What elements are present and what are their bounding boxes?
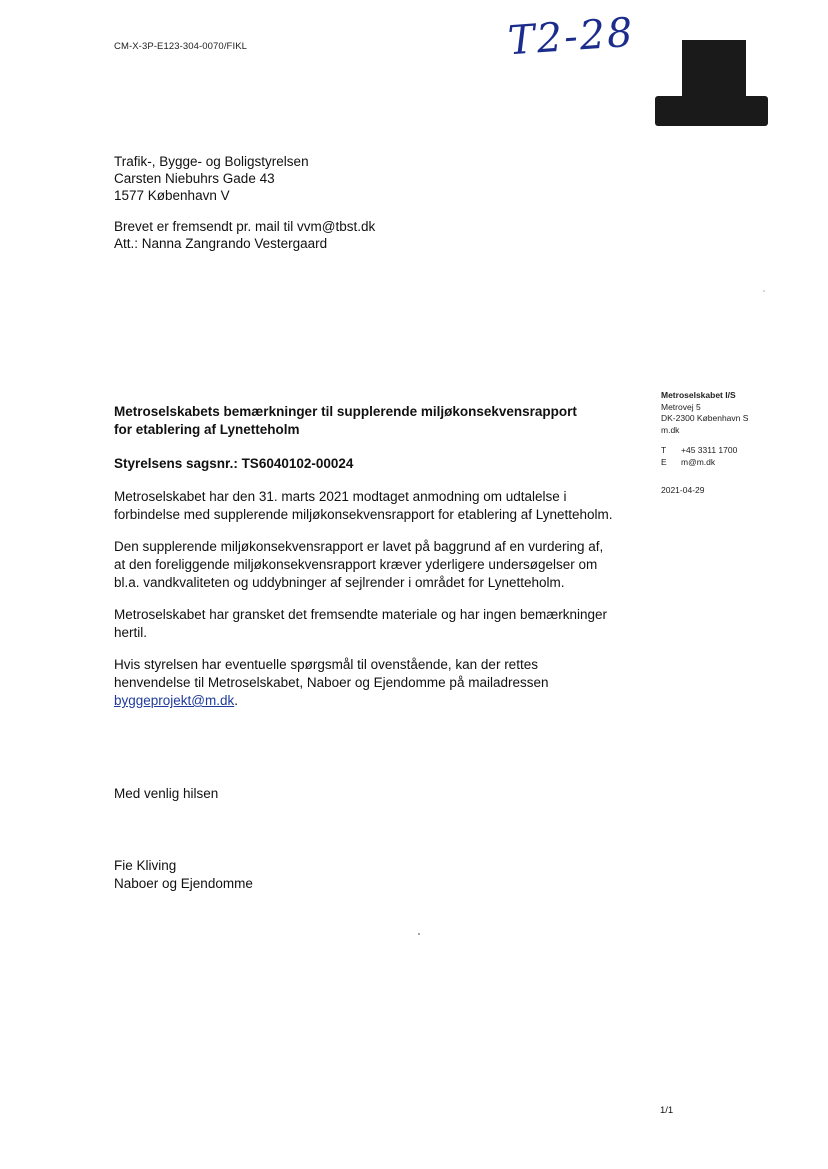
- sender-email: m@m.dk: [681, 456, 716, 467]
- paragraph-4: [114, 656, 614, 710]
- delivery-note: [114, 218, 375, 252]
- sender-email-row: [661, 457, 748, 469]
- metro-logo: [655, 40, 768, 126]
- sender-street: Metrovej 5: [661, 401, 701, 412]
- phone-label: T: [661, 445, 667, 455]
- letter-body: [114, 488, 614, 724]
- paragraph-1: Metroselskabet har den 31. marts 2021 modtaget anmodning om udtalelse i forbindelse med supplerende miljøkonsekvensrapport for etablering af Lynetteholm.: [114, 489, 613, 522]
- letter-date: 2021-04-29: [661, 485, 705, 495]
- scan-speck: [418, 933, 420, 935]
- closing-greeting: Med venlig hilsen: [114, 786, 219, 801]
- handwritten-annotation: T2-28: [506, 9, 636, 65]
- recipient-address: [114, 153, 309, 204]
- sender-info: [661, 390, 748, 497]
- sender-phone: +45 3311 1700: [681, 445, 738, 455]
- recipient-city: 1577 København V: [114, 188, 230, 203]
- sender-web: m.dk: [661, 424, 680, 435]
- paragraph-3: Metroselskabet har gransket det fremsendte materiale og har ingen bemærkninger hertil.: [114, 607, 608, 640]
- paragraph-4-text: Hvis styrelsen har eventuelle spørgsmål til ovenstående, kan der rettes henvendelse til Metroselskabet, Naboer og Ejendomme på mailadressen: [114, 657, 549, 690]
- contact-email-link[interactable]: byggeprojekt@m.dk: [114, 693, 235, 708]
- letter-heading: Metroselskabets bemærkninger til supplerende miljøkonsekvensrapport for etablering af Lynetteholm: [114, 404, 577, 437]
- recipient-name: Trafik-, Bygge- og Boligstyrelsen: [114, 154, 309, 169]
- scan-speck: [763, 290, 765, 292]
- signer-name: Fie Kliving: [114, 858, 177, 873]
- email-label: E: [661, 456, 667, 467]
- case-number: Styrelsens sagsnr.: TS6040102-00024: [114, 456, 354, 471]
- paragraph-2: Den supplerende miljøkonsekvensrapport er lavet på baggrund af en vurdering af, at den foreliggende miljøkonsekvensrapport kræver yderligere undersøgelser om bl.a. vandkvaliteten og uddybninger af sejlrender i området for Lynetteholm.: [114, 539, 604, 590]
- signature-block: [114, 857, 253, 893]
- sender-phone-row: [661, 445, 748, 457]
- signer-department: Naboer og Ejendomme: [114, 876, 253, 891]
- attention-line: Att.: Nanna Zangrando Vestergaard: [114, 236, 328, 251]
- delivery-method: Brevet er fremsendt pr. mail til vvm@tbst.dk: [114, 219, 376, 234]
- paragraph-4-end: .: [234, 693, 239, 708]
- sender-city: DK-2300 København S: [661, 413, 749, 423]
- document-reference: CM-X-3P-E123-304-0070/FIKL: [114, 41, 248, 52]
- recipient-street: Carsten Niebuhrs Gade 43: [114, 171, 275, 186]
- sender-company: Metroselskabet I/S: [661, 390, 736, 400]
- page-number: 1/1: [660, 1105, 674, 1116]
